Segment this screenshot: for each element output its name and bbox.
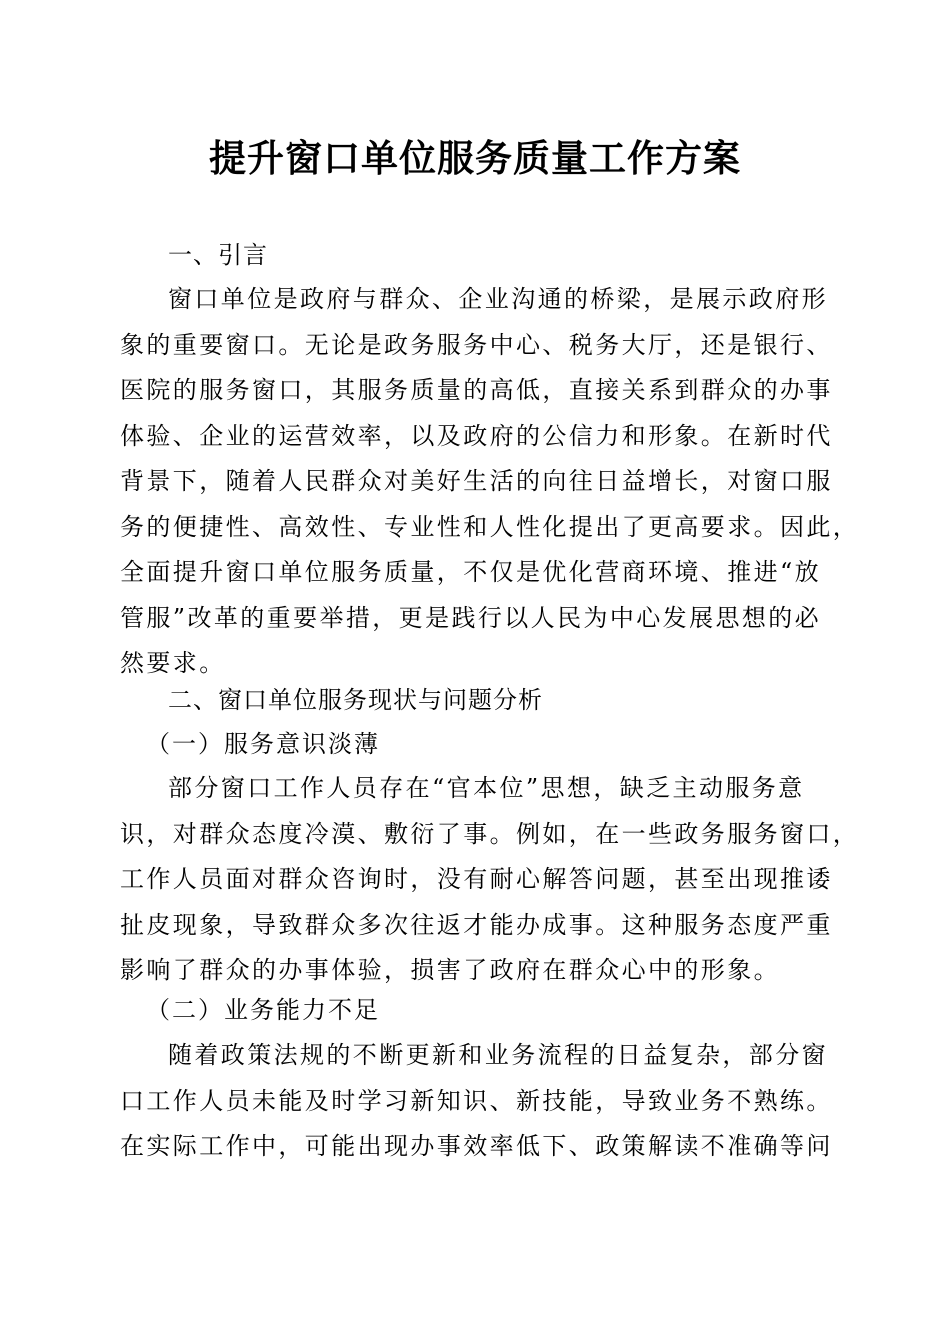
paragraph-line: 扯皮现象，导致群众多次往返才能办成事。这种服务态度严重 <box>120 910 833 939</box>
paragraph-line: 影响了群众的办事体验，损害了政府在群众心中的形象。 <box>120 956 780 984</box>
subsection-heading-business-ability: （二）业务能力不足 <box>146 996 380 1024</box>
service-awareness-paragraph <box>120 766 860 994</box>
paragraph-line: 管服”改革的重要举措，更是践行以人民为中心发展思想的必 <box>120 603 822 632</box>
introduction-paragraph <box>120 277 860 687</box>
paragraph-line: 医院的服务窗口，其服务质量的高低，直接关系到群众的办事 <box>120 376 833 404</box>
paragraph-line: 部分窗口工作人员存在“官本位”思想，缺乏主动服务意 <box>168 774 805 802</box>
paragraph-line: 然要求。 <box>120 649 226 677</box>
section-heading-status-analysis: 二、窗口单位服务现状与问题分析 <box>168 686 543 714</box>
paragraph-line: 背景下，随着人民群众对美好生活的向往日益增长，对窗口服 <box>120 467 833 495</box>
business-ability-paragraph <box>120 1033 832 1170</box>
paragraph-line: 全面提升窗口单位服务质量，不仅是优化营商环境、推进“放 <box>120 558 822 586</box>
page-title: 提升窗口单位服务质量工作方案 <box>209 136 741 180</box>
paragraph-line: 工作人员面对群众咨询时，没有耐心解答问题，甚至出现推诿 <box>120 865 833 893</box>
paragraph-line: 体验、企业的运营效率，以及政府的公信力和形象。在新时代 <box>120 421 833 450</box>
subsection-heading-service-awareness: （一）服务意识淡薄 <box>146 730 380 758</box>
section-heading-introduction: 一、引言 <box>168 241 268 269</box>
paragraph-line: 窗口单位是政府与群众、企业沟通的桥梁，是展示政府形 <box>168 285 828 313</box>
paragraph-line: 随着政策法规的不断更新和业务流程的日益复杂，部分窗 <box>168 1041 828 1069</box>
paragraph-line: 识，对群众态度冷漠、敷衍了事。例如，在一些政务服务窗口， <box>120 819 860 848</box>
paragraph-line: 象的重要窗口。无论是政务服务中心、税务大厅，还是银行、 <box>120 330 833 359</box>
paragraph-line: 在实际工作中，可能出现办事效率低下、政策解读不准确等问 <box>120 1132 833 1160</box>
paragraph-line: 务的便捷性、高效性、专业性和人性化提出了更高要求。因此， <box>120 512 860 541</box>
paragraph-line: 口工作人员未能及时学习新知识、新技能，导致业务不熟练。 <box>120 1086 833 1115</box>
